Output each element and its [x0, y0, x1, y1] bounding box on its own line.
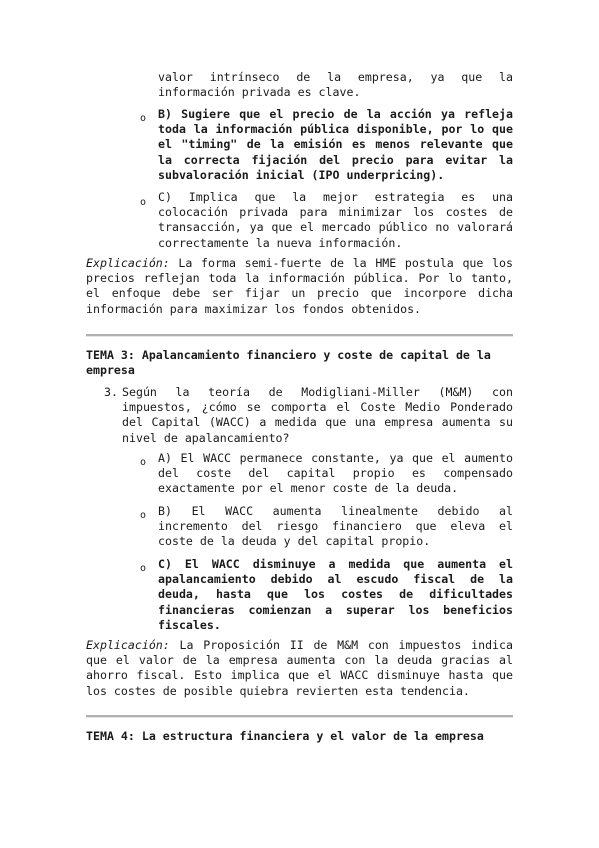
section-heading-tema-4: TEMA 4: La estructura financiera y el valor de la empresa: [86, 729, 484, 743]
option-a-continuation: [158, 70, 513, 100]
q2-option-c: C) Implica que la mejor estrategia es una colocación privada para minimizar los costes de transacción, ya que el mercado público no valorará correctamente la nueva información.: [158, 190, 513, 250]
explanation-label: Explicación:: [86, 256, 170, 270]
explanation-text: La Proposición II de M&M con impuestos indica que el valor de la empresa aumenta con la deuda gracias al ahorro fiscal. Esto implica que el WACC disminuye hasta que los costes de posible quiebra revierten esta tendencia.: [86, 638, 513, 698]
q3-option-a: A) El WACC permanece constante, ya que el aumento del coste del capital propio es compensado exactamente por el menor coste de la deuda.: [158, 451, 513, 496]
section-divider: [86, 715, 513, 718]
bullet-icon: o: [140, 563, 147, 574]
bullet-icon: o: [140, 510, 147, 521]
q3-option-c: C) El WACC disminuye a medida que aumenta el apalancamiento debido al escudo fiscal de la deuda, hasta que los costes de dificultades financieras comienzan a superar los beneficios fiscales.: [158, 557, 513, 632]
continuation-line-1: valor intrínseco de la empresa, ya que la: [158, 70, 513, 84]
bullet-icon: o: [140, 457, 147, 468]
question-number: 3.: [104, 385, 118, 399]
q3-option-b: B) El WACC aumenta linealmente debido al incremento del riesgo financiero que eleva el coste de la deuda y del capital propio.: [158, 504, 513, 549]
explanation-label: Explicación:: [86, 638, 170, 652]
explanation-text: La forma semi-fuerte de la HME postula que los precios reflejan toda la información pública. Por lo tanto, el enfoque debe ser fijar un precio que incorpore dicha información para maximizar los fondos obtenidos.: [86, 256, 513, 316]
q2-option-b: B) Sugiere que el precio de la acción ya refleja toda la información pública disponible, por lo que el "timing" de la emisión es menos relevante que la correcta fijación del precio para evitar la subvaloración inicial (IPO underpricing).: [158, 107, 513, 182]
explanation-q3: [86, 638, 513, 699]
section-divider: [86, 334, 513, 337]
bullet-icon: o: [140, 113, 147, 124]
continuation-line-2: información privada es clave.: [158, 85, 361, 100]
section-heading-tema-3: TEMA 3: Apalancamiento financiero y coste de capital de la empresa: [86, 348, 491, 378]
question-3-text: Según la teoría de Modigliani-Miller (M&M) con impuestos, ¿cómo se comporta el Coste Medio Ponderado del Capital (WACC) a medida que una empresa aumenta su nivel de apalancamiento?: [122, 385, 513, 445]
bullet-icon: o: [140, 197, 147, 208]
explanation-q2: [86, 256, 513, 317]
